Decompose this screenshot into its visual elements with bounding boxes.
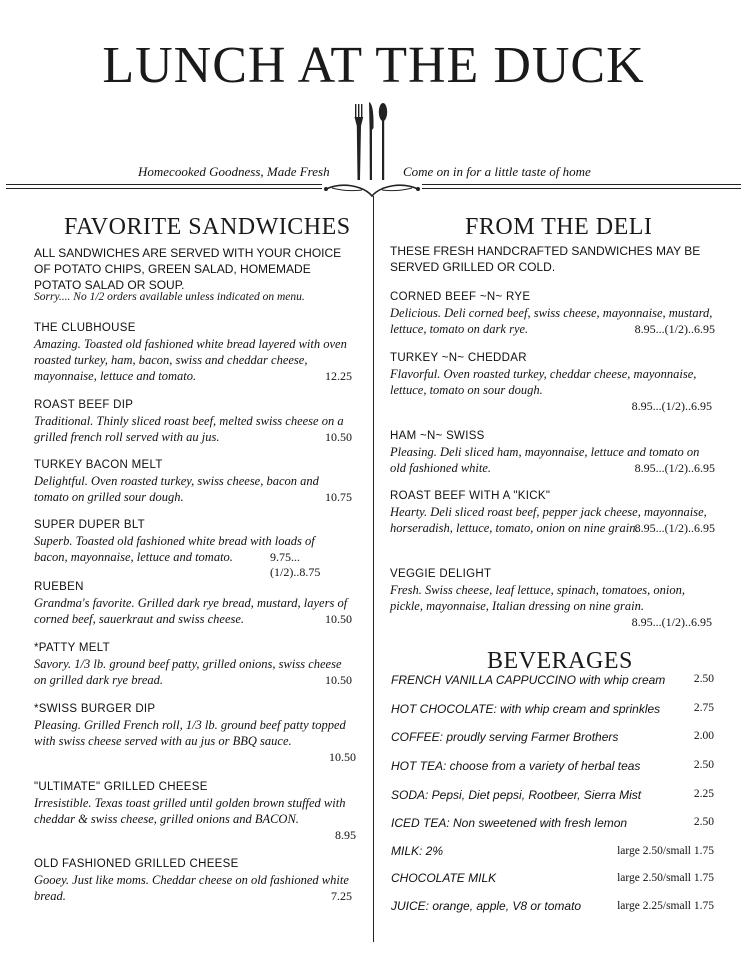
- menu-item-super-duper-blt: [34, 517, 334, 579]
- item-price: 10.50: [325, 612, 352, 626]
- beverage-name: CHOCOLATE MILK: [391, 871, 497, 885]
- item-name: SUPER DUPER BLT: [34, 519, 146, 531]
- beverage-name: SODA: Pepsi, Diet pepsi, Rootbeer, Sierra Mist: [391, 788, 642, 802]
- item-price: 9.75...(1/2)..8.75: [270, 550, 321, 579]
- section-title-beverages: BEVERAGES: [487, 648, 633, 674]
- item-name: ROAST BEEF WITH A "KICK": [390, 490, 551, 502]
- item-desc: Fresh. Swiss cheese, leaf lettuce, spinach, tomatoes, onion, pickle, mayonnaise, Italian dressing on nine grain.: [390, 583, 685, 613]
- item-desc: Pleasing. Deli sliced ham, mayonnaise, lettuce and tomato on old fashioned white. 8.95...(1/2)..6.95: [390, 445, 715, 475]
- item-price: 8.95: [335, 828, 356, 842]
- item-desc: Amazing. Toasted old fashioned white bread layered with oven roasted turkey, ham, bacon, swiss and cheddar cheese, mayonnaise, lettuce and tomato. 12.25: [34, 337, 352, 383]
- beverage-price: 2.00: [693, 730, 714, 742]
- item-name: VEGGIE DELIGHT: [390, 568, 492, 580]
- item-price: 7.25: [331, 889, 352, 903]
- menu-item-turkey-cheddar: [390, 350, 715, 414]
- menu-item-roast-beef-dip: [34, 397, 352, 445]
- menu-item-rueben: [34, 579, 352, 627]
- beverage-price: 2.50: [693, 673, 714, 685]
- item-desc: Delightful. Oven roasted turkey, swiss cheese, bacon and tomato on grilled sour dough. 10.75: [34, 474, 352, 504]
- menu-item-ham-swiss: [390, 428, 715, 476]
- item-price: 10.50: [325, 673, 352, 687]
- item-name: THE CLUBHOUSE: [34, 322, 136, 334]
- deli-intro: THESE FRESH HANDCRAFTED SANDWICHES MAY BE SERVED GRILLED OR COLD.: [390, 244, 701, 274]
- item-price: 8.95...(1/2)..6.95: [634, 322, 715, 336]
- item-name: *PATTY MELT: [34, 642, 110, 654]
- item-price: 10.75: [325, 490, 352, 504]
- menu-item-swiss-burger-dip: [34, 701, 356, 765]
- item-desc: Hearty. Deli sliced roast beef, pepper jack cheese, mayonnaise, horseradish, lettuce, tomato, onion on nine grain. 8.95...(1/2)..6.95: [390, 505, 715, 535]
- item-price: 8.95...(1/2)..6.95: [631, 399, 712, 413]
- item-desc: Traditional. Thinly sliced roast beef, melted swiss cheese on a grilled french roll served with au jus. 10.50: [34, 414, 352, 444]
- beverage-price: large 2.50/small 1.75: [617, 845, 714, 857]
- beverage-name: HOT CHOCOLATE: with whip cream and sprinkles: [391, 702, 661, 716]
- section-title-sandwiches: FAVORITE SANDWICHES: [64, 214, 351, 240]
- item-name: OLD FASHIONED GRILLED CHEESE: [34, 858, 239, 870]
- beverage-name: FRENCH VANILLA CAPPUCCINO with whip cream: [391, 673, 666, 687]
- beverage-price: large 2.50/small 1.75: [617, 872, 714, 884]
- menu-item-corned-beef-rye: [390, 289, 715, 337]
- menu-item-old-fashioned-grilled-cheese: [34, 856, 352, 904]
- flourish-ornament: [322, 180, 422, 202]
- beverage-name: MILK: 2%: [391, 844, 444, 858]
- menu-item-turkey-bacon-melt: [34, 457, 352, 505]
- beverage-price: 2.50: [693, 816, 714, 828]
- section-title-deli: FROM THE DELI: [465, 214, 653, 240]
- item-desc: Superb. Toasted old fashioned white bread with loads of bacon, mayonnaise, lettuce and tomato.: [34, 534, 315, 564]
- beverage-price: 2.50: [693, 759, 714, 771]
- beverage-name: HOT TEA: choose from a variety of herbal teas: [391, 759, 641, 773]
- beverage-price: 2.25: [693, 788, 714, 800]
- item-name: TURKEY ~N~ CHEDDAR: [390, 352, 527, 364]
- item-price: 10.50: [325, 430, 352, 444]
- item-desc: Savory. 1/3 lb. ground beef patty, grilled onions, swiss cheese on grilled dark rye bread. 10.50: [34, 657, 352, 687]
- menu-item-veggie-delight: [390, 566, 715, 630]
- beverage-name: ICED TEA: Non sweetened with fresh lemon: [391, 816, 628, 830]
- sandwiches-intro: ALL SANDWICHES ARE SERVED WITH YOUR CHOICE OF POTATO CHIPS, GREEN SALAD, HOMEMADE POTATO SALAD OR SOUP.: [34, 246, 342, 292]
- item-price: 8.95...(1/2)..6.95: [631, 615, 712, 629]
- beverage-name: COFFEE: proudly serving Farmer Brothers: [391, 730, 619, 744]
- item-name: "ULTIMATE" GRILLED CHEESE: [34, 781, 208, 793]
- item-price: 10.50: [329, 750, 356, 764]
- item-price: 8.95...(1/2)..6.95: [634, 461, 715, 475]
- beverage-price: large 2.25/small 1.75: [617, 900, 714, 912]
- item-desc: Gooey. Just like moms. Cheddar cheese on old fashioned white bread. 7.25: [34, 873, 352, 903]
- menu-item-clubhouse: [34, 320, 352, 384]
- item-desc: Pleasing. Grilled French roll, 1/3 lb. ground beef patty topped with swiss cheese served with au jus or BBQ sauce.: [34, 718, 346, 748]
- tagline-left: Homecooked Goodness, Made Fresh: [138, 164, 330, 179]
- item-desc: Grandma's favorite. Grilled dark rye bread, mustard, layers of corned beef, sauerkraut and swiss cheese. 10.50: [34, 596, 352, 626]
- item-name: HAM ~N~ SWISS: [390, 430, 485, 442]
- item-price: 12.25: [325, 369, 352, 383]
- tagline-right: Come on in for a little taste of home: [403, 164, 591, 179]
- item-desc: Irresistible. Texas toast grilled until golden brown stuffed with cheddar & swiss cheese, grilled onions and BACON.: [34, 796, 346, 826]
- page-title: LUNCH AT THE DUCK: [102, 37, 645, 94]
- sandwiches-note: Sorry.... No 1/2 orders available unless indicated on menu.: [34, 291, 305, 303]
- menu-item-roast-beef-kick: [390, 488, 715, 536]
- item-name: *SWISS BURGER DIP: [34, 703, 156, 715]
- menu-item-ultimate-grilled-cheese: [34, 779, 356, 843]
- beverage-name: JUICE: orange, apple, V8 or tomato: [391, 899, 582, 913]
- item-desc: Delicious. Deli corned beef, swiss cheese, mayonnaise, mustard, lettuce, tomato on dark rye. 8.95...(1/2)..6.95: [390, 306, 715, 336]
- item-name: CORNED BEEF ~N~ RYE: [390, 291, 531, 303]
- beverage-price: 2.75: [693, 702, 714, 714]
- item-name: RUEBEN: [34, 581, 84, 593]
- item-name: TURKEY BACON MELT: [34, 459, 163, 471]
- item-desc: Flavorful. Oven roasted turkey, cheddar cheese, mayonnaise, lettuce, tomato on sour dough.: [390, 367, 697, 397]
- column-divider: [373, 196, 374, 942]
- item-price: 8.95...(1/2)..6.95: [634, 521, 715, 535]
- item-name: ROAST BEEF DIP: [34, 399, 134, 411]
- utensils-icon: [350, 100, 392, 182]
- menu-item-patty-melt: [34, 640, 352, 688]
